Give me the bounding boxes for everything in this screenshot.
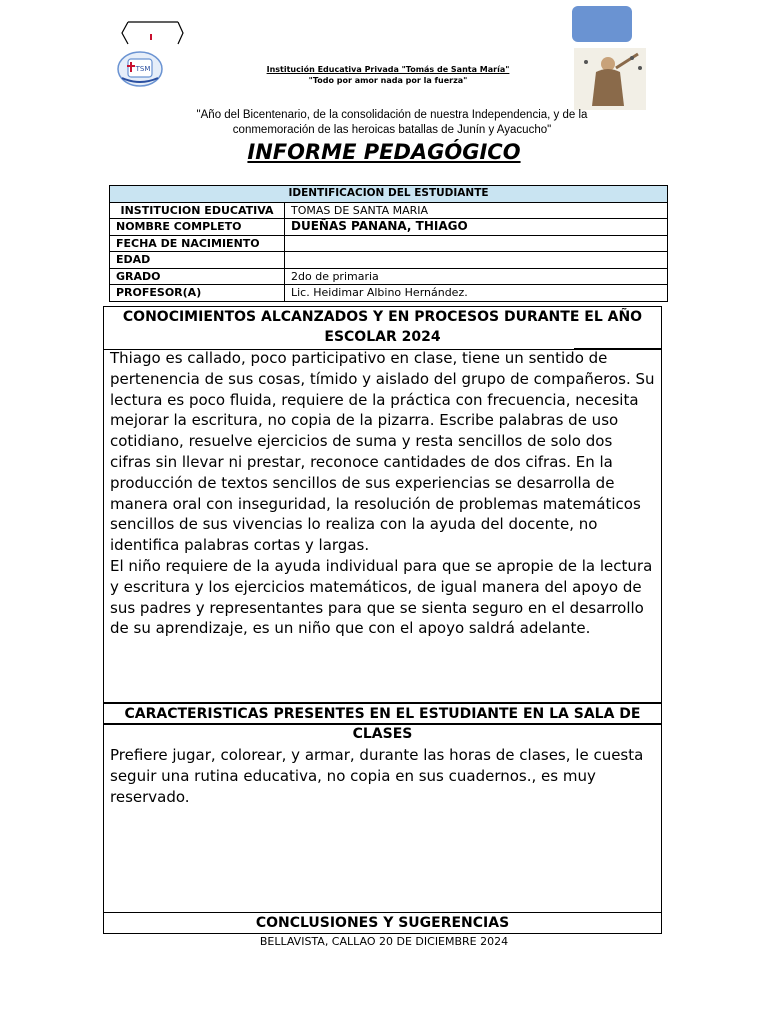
row-value: 2do de primaria (285, 268, 668, 285)
conclusions-section-heading: CONCLUSIONES Y SUGERENCIAS (103, 912, 662, 934)
table-row (110, 285, 668, 302)
characteristics-section-body (103, 723, 662, 913)
table-row (110, 202, 668, 219)
knowledge-heading-line-2: ESCOLAR 2024 (324, 329, 441, 345)
row-value (285, 235, 668, 252)
row-value: Lic. Heidimar Albino Hernández. (285, 285, 668, 302)
row-value: TOMAS DE SANTA MARIA (285, 202, 668, 219)
row-value (285, 252, 668, 269)
row-label: GRADO (110, 268, 285, 285)
characteristics-text: Prefiere jugar, colorear, y armar, durante las horas de clases, le cuesta seguir una rutina educativa, no copia en sus cuadernos., es muy reservado. (110, 746, 644, 806)
table-row (110, 219, 668, 236)
student-identification-table (109, 185, 668, 302)
table-row (110, 252, 668, 269)
institution-motto: "Todo por amor nada por la fuerza" (308, 76, 468, 85)
place-date: BELLAVISTA, CALLAO 20 DE DICIEMBRE 2024 (259, 935, 509, 948)
row-label: FECHA DE NACIMIENTO (110, 235, 285, 252)
institution-name: Institución Educativa Privada "Tomás de Santa María" (266, 65, 510, 74)
saint-image-icon (572, 6, 646, 110)
row-label: INSTITUCION EDUCATIVA (110, 202, 285, 219)
bracket-decoration-icon (120, 20, 184, 46)
knowledge-heading-line-1: CONOCIMIENTOS ALCANZADOS Y EN PROCESOS DURANTE EL AÑO (122, 309, 643, 325)
row-label: EDAD (110, 252, 285, 269)
knowledge-section-body (103, 348, 662, 703)
svg-text:TSM: TSM (135, 65, 151, 73)
bicentenary-line-1: "Año del Bicentenario, de la consolidación de nuestra Independencia, y de la (196, 109, 588, 121)
knowledge-paragraph-1: Thiago es callado, poco participativo en clase, tiene un sentido de pertenencia de sus cosas, tímido y aislado del grupo de compañeros. Su lectura es poco fluida, requiere de la práctica con frecuencia, necesita mejorar la escritura, no copia de la pizarra. Escribe palabras de uso cotidiano, resuelve ejercicios de suma y resta sencillos de solo dos cifras sin llevar ni prestar, reconoce cantidades de dos cifras. En la producción de textos sencillos de sus experiencias se desarrolla de manera oral con inseguridad, la resolución de problemas matemáticos sencillos de sus vivencias lo realiza con la ayuda del docente, no identifica palabras cortas y largas. (110, 349, 655, 555)
bicentenary-line-2: conmemoración de las heroicas batallas de Junín y Ayacucho" (232, 124, 552, 136)
row-label: PROFESOR(A) (110, 285, 285, 302)
table-row (110, 235, 668, 252)
ident-heading: IDENTIFICACION DEL ESTUDIANTE (110, 186, 668, 203)
knowledge-paragraph-2: El niño requiere de la ayuda individual para que se apropie de la lectura y escritura y los ejercicios matemáticos, de igual manera del apoyo de sus padres y representantes para que se sienta seguro en el desarrollo de su aprendizaje, es un niño que con el apoyo saldrá adelante. (110, 556, 653, 638)
characteristics-section-heading: CARACTERISTICAS PRESENTES EN EL ESTUDIANTE EN LA SALA DE CLASES (103, 703, 662, 725)
report-title: INFORME PEDAGÓGICO (247, 140, 521, 164)
table-row (110, 268, 668, 285)
row-label: NOMBRE COMPLETO (110, 219, 285, 236)
bicentenary-banner (170, 108, 614, 138)
knowledge-section-heading (103, 306, 662, 350)
row-value: DUEÑAS PANANA, THIAGO (285, 219, 668, 236)
school-crest-icon (116, 50, 164, 88)
